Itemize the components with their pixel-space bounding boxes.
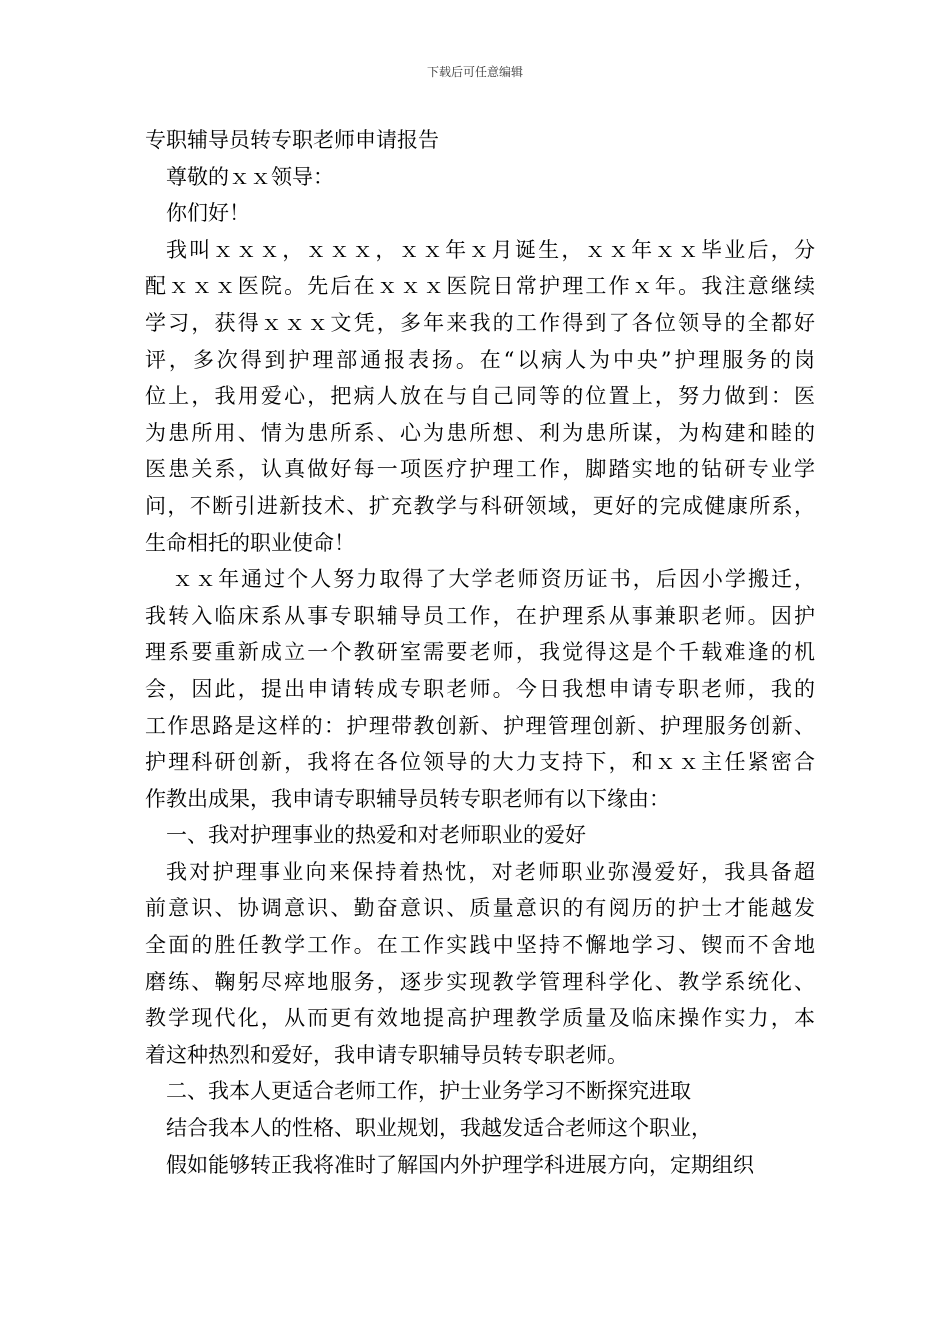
- paragraph-line: 前意识、协调意识、勤奋意识、质量意识的有阅历的护士才能越发: [145, 896, 815, 921]
- paragraph-line: 假如能够转正我将准时了解国内外护理学科进展方向，定期组织: [166, 1152, 754, 1177]
- document-title: 专职辅导员转专职老师申请报告: [145, 128, 439, 152]
- paragraph-line: 护理科研创新，我将在各位领导的大力支持下，和ｘｘ主任紧密合: [145, 750, 815, 775]
- section-heading-1: 一、我对护理事业的热爱和对老师职业的爱好: [166, 823, 586, 848]
- paragraph-line: 为患所用、情为患所系、心为患所想、利为患所谋，为构建和睦的: [145, 420, 815, 445]
- section-heading-2: 二、我本人更适合老师工作，护士业务学习不断探究进取: [166, 1079, 691, 1104]
- paragraph-line: 评，多次得到护理部通报表扬。在“以病人为中央”护理服务的岗: [145, 347, 815, 372]
- salutation: 尊敬的ｘｘ领导：: [166, 164, 334, 189]
- paragraph-line: 我对护理事业向来保持着热忱，对老师职业弥漫爱好，我具备超: [166, 859, 815, 884]
- paragraph-line: 配ｘｘｘ医院。先后在ｘｘｘ医院日常护理工作ｘ年。我注意继续: [145, 274, 815, 299]
- paragraph-line: 学习，获得ｘｘｘ文凭，多年来我的工作得到了各位领导的全都好: [145, 310, 815, 335]
- paragraph-line: 作教出成果，我申请专职辅导员转专职老师有以下缘由：: [145, 786, 670, 811]
- paragraph-line: 着这种热烈和爱好，我申请专职辅导员转专职老师。: [145, 1042, 628, 1067]
- paragraph-line: 我转入临床系从事专职辅导员工作，在护理系从事兼职老师。因护: [145, 603, 815, 628]
- paragraph-line: 结合我本人的性格、职业规划，我越发适合老师这个职业，: [166, 1116, 712, 1141]
- paragraph-line: 位上，我用爱心，把病人放在与自己同等的位置上，努力做到：医: [145, 384, 815, 409]
- paragraph-line: 医患关系，认真做好每一项医疗护理工作，脚踏实地的钻研专业学: [145, 457, 815, 482]
- paragraph-line: 生命相托的职业使命！: [145, 530, 355, 555]
- document-body: [145, 122, 815, 1183]
- paragraph-line: 理系要重新成立一个教研室需要老师，我觉得这是个千载难逢的机: [145, 640, 815, 665]
- paragraph-line: ｘｘ年通过个人努力取得了大学老师资历证书，后因小学搬迁，: [172, 567, 815, 592]
- paragraph-line: 会，因此，提出申请转成专职老师。今日我想申请专职老师，我的: [145, 676, 815, 701]
- paragraph-line: 磨练、鞠躬尽瘁地服务，逐步实现教学管理科学化、教学系统化、: [145, 969, 815, 994]
- greeting: 你们好！: [166, 201, 250, 226]
- paragraph-line: 我叫ｘｘｘ，ｘｘｘ，ｘｘ年ｘ月诞生，ｘｘ年ｘｘ毕业后，分: [166, 237, 815, 262]
- page-header-note: 下载后可任意编辑: [426, 65, 523, 79]
- paragraph-line: 问，不断引进新技术、扩充教学与科研领域，更好的完成健康所系，: [145, 493, 815, 518]
- paragraph-line: 工作思路是这样的：护理带教创新、护理管理创新、护理服务创新、: [145, 713, 815, 738]
- paragraph-line: 教学现代化，从而更有效地提高护理教学质量及临床操作实力，本: [145, 1006, 815, 1031]
- paragraph-line: 全面的胜任教学工作。在工作实践中坚持不懈地学习、锲而不舍地: [145, 933, 815, 958]
